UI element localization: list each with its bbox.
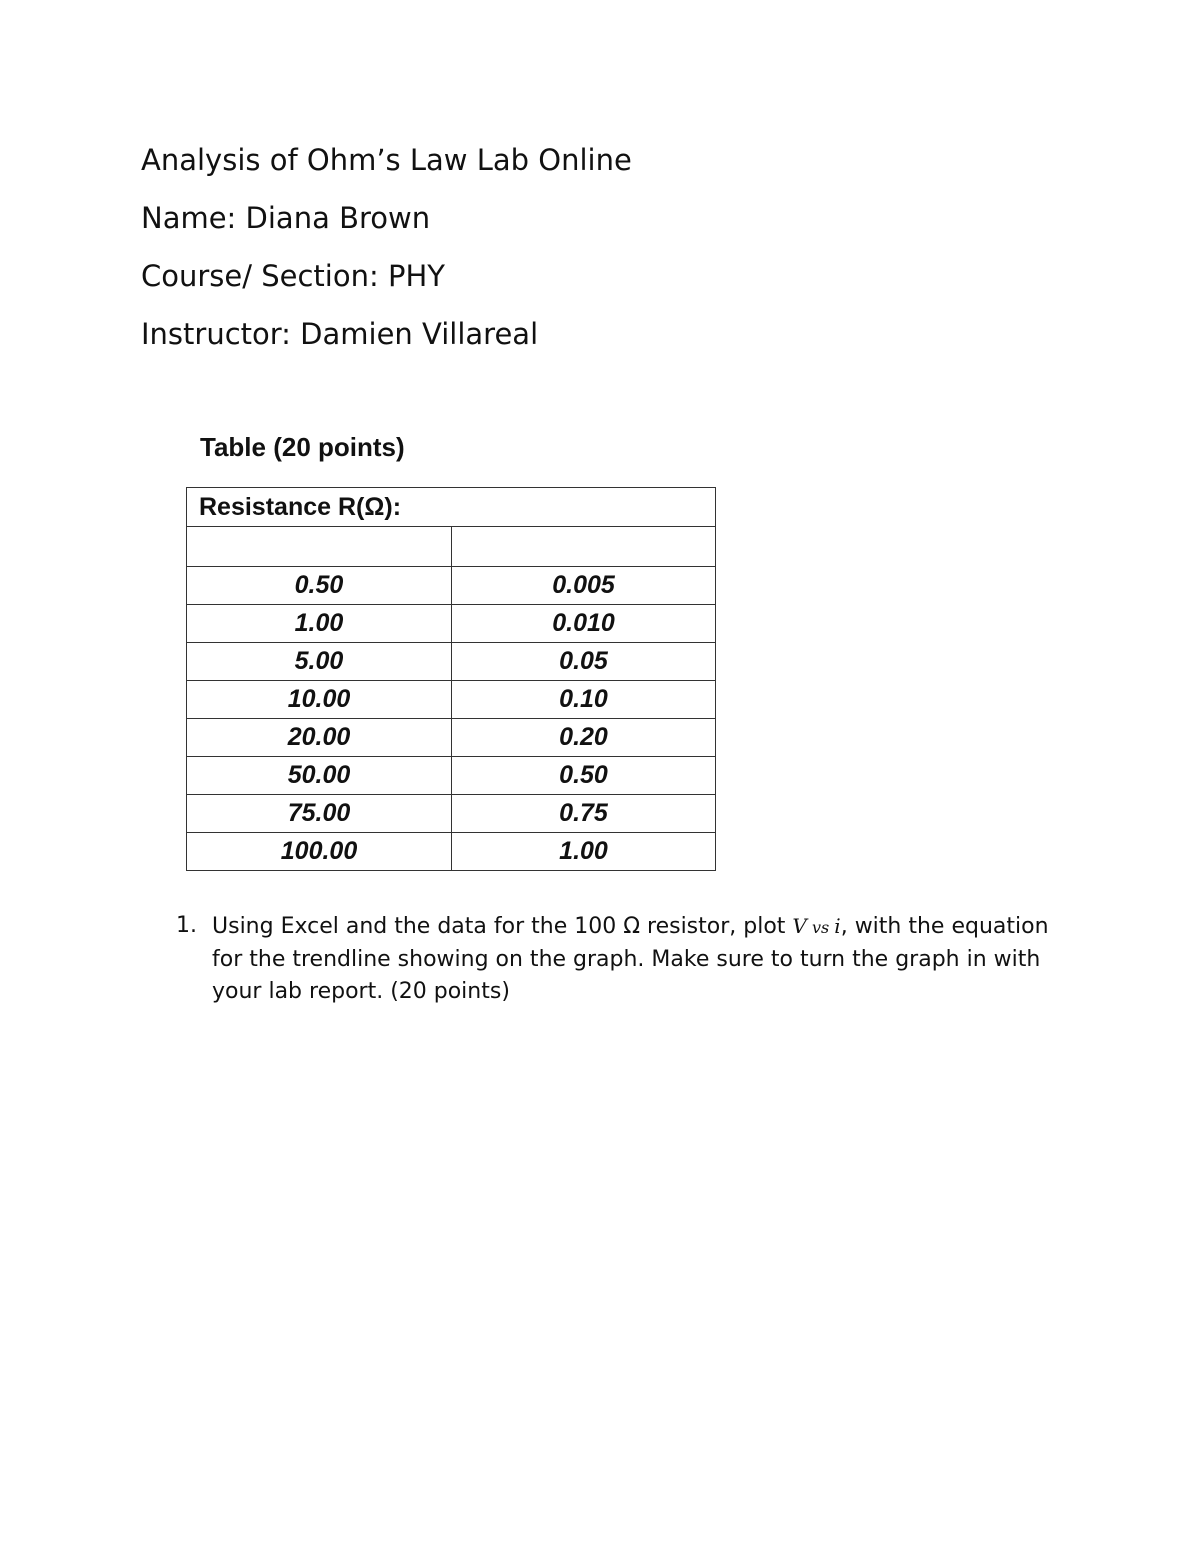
table-row bbox=[187, 719, 716, 757]
table-cell: 0.05 bbox=[452, 643, 716, 681]
student-name: Name: Diana Brown bbox=[141, 201, 431, 235]
table-cell: 0.005 bbox=[452, 567, 716, 605]
table-cell: 20.00 bbox=[187, 719, 452, 757]
table-cell: 0.10 bbox=[452, 681, 716, 719]
table-cell: 0.50 bbox=[452, 757, 716, 795]
table-row bbox=[187, 567, 716, 605]
table-cell: 0.20 bbox=[452, 719, 716, 757]
question-text bbox=[212, 910, 1076, 1008]
table-cell: 10.00 bbox=[187, 681, 452, 719]
variable-v: V bbox=[792, 914, 807, 938]
variable-i: i bbox=[834, 914, 841, 938]
table-caption: Table (20 points) bbox=[200, 432, 405, 462]
instructor-name: Instructor: Damien Villareal bbox=[141, 317, 539, 351]
course-section: Course/ Section: PHY bbox=[141, 259, 445, 293]
table-header-row bbox=[187, 488, 716, 527]
table-cell bbox=[452, 527, 716, 567]
question-text-part2: , with the equation for the trendline showing on the graph. Make sure to turn the graph in with your lab report. (20 points) bbox=[212, 914, 1049, 1004]
table-cell: 5.00 bbox=[187, 643, 452, 681]
table-blank-row bbox=[187, 527, 716, 567]
table-cell bbox=[187, 527, 452, 567]
table-row bbox=[187, 605, 716, 643]
table-cell: 1.00 bbox=[187, 605, 452, 643]
table-cell: 1.00 bbox=[452, 833, 716, 871]
table-cell: 100.00 bbox=[187, 833, 452, 871]
table-row bbox=[187, 795, 716, 833]
table-cell: 0.50 bbox=[187, 567, 452, 605]
table-row bbox=[187, 757, 716, 795]
table-cell: 75.00 bbox=[187, 795, 452, 833]
table-cell: 50.00 bbox=[187, 757, 452, 795]
document-title: Analysis of Ohm’s Law Lab Online bbox=[141, 143, 632, 177]
table-row bbox=[187, 643, 716, 681]
table-cell: 0.75 bbox=[452, 795, 716, 833]
table-row bbox=[187, 833, 716, 871]
data-table bbox=[186, 487, 716, 871]
table-row bbox=[187, 681, 716, 719]
question-number: 1. bbox=[176, 913, 197, 938]
question-1 bbox=[176, 910, 1076, 1008]
table-cell: 0.010 bbox=[452, 605, 716, 643]
resistance-header: Resistance R(Ω): bbox=[187, 488, 716, 527]
question-text-part1: Using Excel and the data for the 100 Ω resistor, plot bbox=[212, 914, 793, 939]
vs-label: vs bbox=[806, 918, 835, 937]
